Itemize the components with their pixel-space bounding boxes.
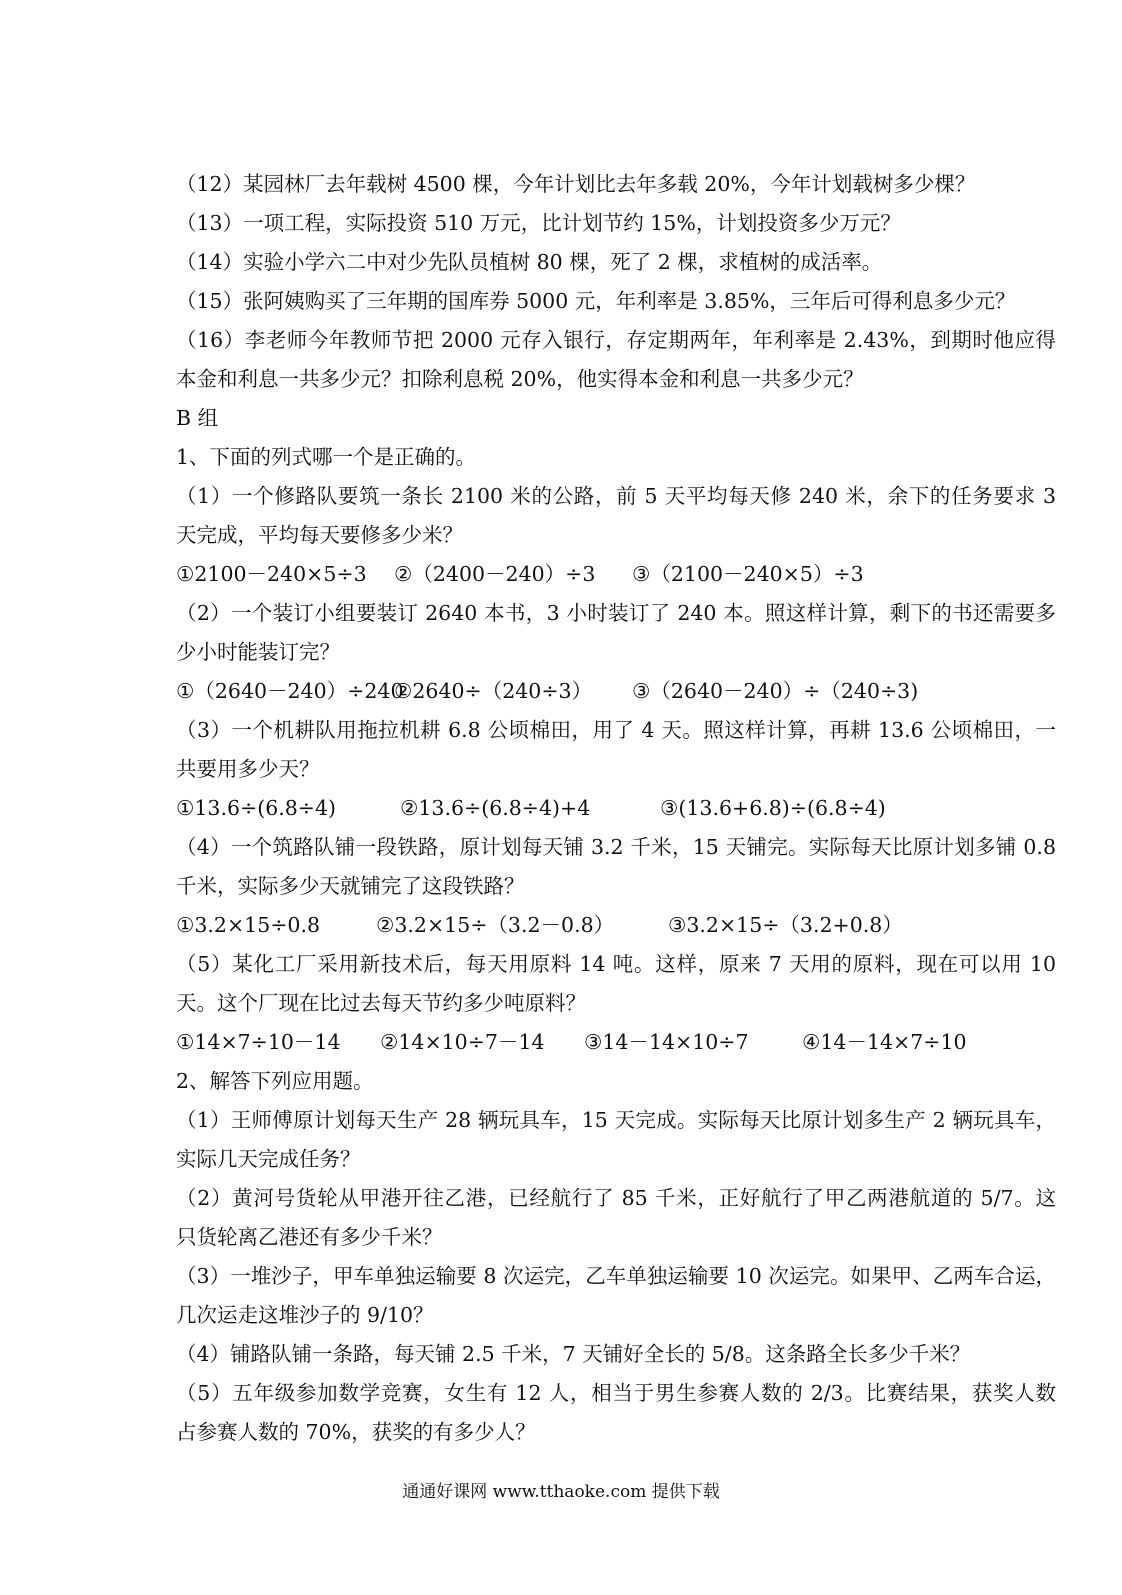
section-2-title: 2、解答下列应用题。 [176, 1069, 374, 1093]
section-1-title: 1、下面的列式哪一个是正确的。 [176, 445, 477, 469]
s1-q3-options [176, 789, 1056, 828]
s1-q1-options [176, 555, 1056, 594]
s2-q5-line-1: （5）五年级参加数学竞赛，女生有 12 人，相当于男生参赛人数的 2/3。比赛结果，获奖人数 [176, 1381, 1056, 1405]
problem-14: （14）实验小学六二中对少先队员植树 80 棵，死了 2 棵，求植树的成活率。 [176, 250, 883, 274]
option-2: ②3.2×15÷（3.2－0.8） [376, 913, 615, 937]
option-3: ③14－14×10÷7 [584, 1030, 749, 1054]
s2-q1-line-1: （1）王师傅原计划每天生产 28 辆玩具车，15 天完成。实际每天比原计划多生产 2 辆玩具车， [176, 1108, 1056, 1132]
s1-q3-line-1: （3）一个机耕队用拖拉机耕 6.8 公顷棉田，用了 4 天。照这样计算，再耕 13.6 公顷棉田，一 [176, 718, 1056, 742]
option-2: ②（2400－240）÷3 [394, 562, 596, 586]
option-1: ①2100－240×5÷3 [176, 562, 367, 586]
s2-q3-line-2: 几次运走这堆沙子的 9/10？ [176, 1303, 434, 1327]
option-2: ②13.6÷(6.8÷4)+4 [400, 796, 591, 820]
s2-q1-line-2: 实际几天完成任务？ [176, 1147, 361, 1171]
s2-q2-line-2: 只货轮离乙港还有多少千米？ [176, 1225, 443, 1249]
group-b-heading: B 组 [176, 406, 219, 430]
s2-q2-line-1: （2）黄河号货轮从甲港开往乙港，已经航行了 85 千米，正好航行了甲乙两港航道的 5/7。这 [176, 1186, 1056, 1210]
option-1: ①13.6÷(6.8÷4) [176, 796, 337, 820]
problem-16-line-2: 本金和利息一共多少元？扣除利息税 20%，他实得本金和利息一共多少元？ [176, 367, 864, 391]
s1-q1-line-2: 天完成，平均每天要修多少米？ [176, 523, 463, 547]
s1-q4-line-1: （4）一个筑路队铺一段铁路，原计划每天铺 3.2 千米，15 天铺完。实际每天比原计划多铺 0.8 [176, 835, 1056, 859]
s1-q2-line-2: 少小时能装订完？ [176, 640, 340, 664]
s2-q5-line-2: 占参赛人数的 70%，获奖的有多少人？ [176, 1420, 536, 1444]
problem-13: （13）一项工程，实际投资 510 万元，比计划节约 15%，计划投资多少万元？ [176, 211, 901, 235]
option-3: ③（2640－240）÷（240÷3) [632, 679, 919, 703]
s1-q5-line-1: （5）某化工厂采用新技术后，每天用原料 14 吨。这样，原来 7 天用的原料，现在可以用 10 [176, 952, 1056, 976]
s1-q4-line-2: 千米，实际多少天就铺完了这段铁路？ [176, 874, 525, 898]
option-3: ③3.2×15÷（3.2+0.8） [668, 913, 903, 937]
option-1: ①14×7÷10－14 [176, 1030, 341, 1054]
option-1: ①（2640－240）÷240 [176, 679, 404, 703]
s1-q4-options [176, 906, 1056, 945]
option-3: ③（2100－240×5）÷3 [632, 562, 864, 586]
s1-q5-options [176, 1023, 1056, 1062]
s1-q2-line-1: （2）一个装订小组要装订 2640 本书，3 小时装订了 240 本。照这样计算，剩下的书还需要多 [176, 601, 1056, 625]
problem-15: （15）张阿姨购买了三年期的国库券 5000 元，年利率是 3.85%，三年后可得利息多少元？ [176, 289, 1016, 313]
page-content [176, 165, 1056, 1452]
option-4: ④14－14×7÷10 [802, 1030, 967, 1054]
option-3: ③(13.6+6.8)÷(6.8÷4) [660, 796, 886, 820]
option-1: ①3.2×15÷0.8 [176, 913, 321, 937]
problem-16-line-1: （16）李老师今年教师节把 2000 元存入银行，存定期两年，年利率是 2.43%，到期时他应得 [176, 328, 1056, 352]
s2-q3-line-1: （3）一堆沙子，甲车单独运输要 8 次运完，乙车单独运输要 10 次运完。如果甲、乙两车合运， [176, 1264, 1056, 1288]
s1-q2-options [176, 672, 1056, 711]
option-2: ②2640÷（240÷3） [394, 679, 593, 703]
s1-q1-line-1: （1）一个修路队要筑一条长 2100 米的公路，前 5 天平均每天修 240 米，余下的任务要求 3 [176, 484, 1056, 508]
s2-q4-line-1: （4）铺路队铺一条路，每天铺 2.5 千米，7 天铺好全长的 5/8。这条路全长多少千米？ [176, 1342, 971, 1366]
option-2: ②14×10÷7－14 [380, 1030, 545, 1054]
s1-q3-line-2: 共要用多少天？ [176, 757, 320, 781]
s1-q5-line-2: 天。这个厂现在比过去每天节约多少吨原料？ [176, 991, 586, 1015]
page-footer: 通通好课网 www.tthaoke.com 提供下载 [402, 1482, 720, 1502]
problem-12: （12）某园林厂去年载树 4500 棵，今年计划比去年多载 20%，今年计划载树多少棵？ [176, 172, 976, 196]
